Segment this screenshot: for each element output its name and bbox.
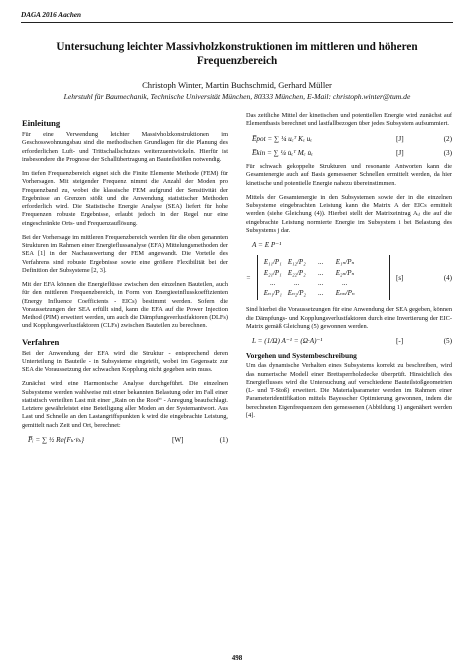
matrix-cell: ... xyxy=(270,278,276,287)
paragraph: Bei der Vorhersage im mittleren Frequenzbereich werden für die oben genannten Strukturen im Rahmen einer Energieflussanalyse (EFA) Mittelungsmethoden der SEA [1] in der Nachauswertung der FEM angewandt. Die Vorteile des Verfahrens sind robuste Ergebnisse sowie eine größere Flexibilität bei der Definition der Subsysteme [2, 3]. xyxy=(22,233,228,274)
matrix-row xyxy=(264,278,383,288)
paper-title: Untersuchung leichter Massivholzkonstruktionen im mittleren und höheren Frequenzbereich xyxy=(56,41,418,67)
page-number: 498 xyxy=(231,654,243,662)
matrix-cell: Eₙₙ/Pₙ xyxy=(335,289,355,297)
matrix-cell: E₂ₙ/Pₙ xyxy=(335,268,355,277)
header-rule xyxy=(21,22,453,23)
equation-4-lhs xyxy=(246,241,452,249)
matrix-cell: E₁₁/P₁ xyxy=(263,258,282,267)
equation-2 xyxy=(246,135,452,143)
section-einleitung: Einleitung xyxy=(22,118,61,128)
eic-matrix xyxy=(257,255,390,300)
equation-number: (2) xyxy=(443,134,452,143)
equation-number: (3) xyxy=(443,148,452,157)
right-column xyxy=(246,112,452,426)
matrix-cell: E₁ₙ/Pₙ xyxy=(335,258,355,267)
equation-3 xyxy=(246,149,452,157)
matrix-cell: ... xyxy=(318,278,324,287)
equation-body: A = E P⁻¹ xyxy=(252,241,282,249)
equation-unit: [J] xyxy=(396,134,404,143)
equation-body: E̅kin = ∑ ¼ u̇ₑᵀ Mₑ u̇ₑ xyxy=(252,148,313,157)
left-column xyxy=(22,112,228,450)
section-vorgehen: Vorgehen und Systembeschreibung xyxy=(246,351,357,361)
matrix-cell: E₂₁/P₁ xyxy=(263,268,282,277)
equation-5 xyxy=(246,337,452,345)
equation-unit: [W] xyxy=(172,435,184,444)
equation-number: (5) xyxy=(443,337,452,345)
paragraph: Für eine Verwendung leichter Massivholzkonstruktionen im Geschosswohnungsbau sind die methodischen Grundlagen für die Planung des erforderlichen Luft- und Trittschallschutzes weiterzuentwickeln. Hierfür ist insbesondere die Prognose der Schallübertragung an Bauteilstößen notwendig. xyxy=(22,131,228,163)
matrix-cell: Eₙ₁/P₁ xyxy=(263,289,282,297)
equation-4-matrix: = E₁₁/P₁ E₁₂/P₂ ... E₁ₙ/Pₙ E₂₁/P₁ E₂₂/P₂ ... E₂ₙ/Pₙ ... ... ... ... Eₙ₁/P₁ Eₙ₂/P₂ ... Eₙₙ/Pₙ [s] (4) xyxy=(246,255,452,300)
equation-unit: [s] xyxy=(396,273,404,282)
equation-1 xyxy=(22,436,228,444)
paragraph: Im tiefen Frequenzbereich eignet sich die Finite Elemente Methode (FEM) für Vorhersagen. Mit steigender Frequenz nimmt die Anzahl der Moden pro Frequenzband zu, wobei die klassische FEM aufgrund der Sensitivität der Ergebnisse an Grenzen stößt und die Anwendung statistischer Methoden erforderlich wird. Die Statistische Energie Analyse (SEA) liefert für hohe Frequenzen robuste Ergebnisse, erlaubt jedoch in der Regel nur eine eingeschränkte Orts- und Frequenzauflösung. xyxy=(22,170,228,227)
matrix-cell: ... xyxy=(318,268,324,277)
equation-unit: [J] xyxy=(396,148,404,157)
paragraph: Bei der Anwendung der EFA wird die Struktur - entsprechend deren Unterteilung in Bauteile - in Subsysteme eingeteilt, wobei im Gegensatz zur SEA die Voraussetzung der schwachen Kopplung nicht gegeben sein muss. xyxy=(22,349,228,373)
matrix-cell: ... xyxy=(342,278,348,287)
equation-unit: [-] xyxy=(396,337,404,345)
matrix-cell: ... xyxy=(318,258,324,267)
matrix-cell: ... xyxy=(294,278,300,287)
paragraph: Mit der EFA können die Energieflüsse zwischen den einzelnen Bauteilen, auch für den mittleren Frequenzbereich, in Form von Energieeinflusskoeffizienten (Energy Influence Coefficients - EICs) bestimmt werden. Sofern die Voraussetzungen der SEA erfüllt sind, kann die EFA auf die Power Injection Method (PIM) erweitert werden, um auch die Dämpfungsverlustfaktoren (DLFs) und Kopplungsverlustfaktoren (CLFs) zwischen Bauteilen zu berechnen. xyxy=(22,281,228,330)
matrix-row xyxy=(264,257,383,267)
paragraph: Zunächst wird eine Harmonische Analyse durchgeführt. Die einzelnen Subsysteme werden wahlweise mit einer bekannten Belastung oder im Fall einer statistisch verteilten Last mit einer „Rain on the Roof“ - Anregung beaufschlagt. Letztere gewährleistet eine Beteiligung aller Moden an der Systemantwort. Aus Last und Schnelle an den Lastangriffspunkten k wird die eingebrachte Leistung, gemittelt nach Zeit und Ort, berechnet: xyxy=(22,380,228,429)
equation-body: P̅ᵢ = ∑ ½ Re{Fₖ·v̇ₖ} xyxy=(28,435,85,444)
paragraph: Für schwach gekoppelte Strukturen und resonante Antworten kann die Gesamtenergie auch auf Basis gemessener Schnellen ermittelt werden, da hier kinetische und potentielle Energie nahezu übereinstimmen. xyxy=(246,163,452,187)
matrix-cell: Eₙ₂/P₂ xyxy=(287,289,306,297)
equation-body: L = (1/Ω) A⁻¹ = (Ω·A)⁻¹ xyxy=(252,337,323,345)
equation-body: E̅pot = ∑ ¼ uₑᵀ Kₑ uₑ xyxy=(252,134,313,143)
equation-number: (4) xyxy=(443,273,452,282)
paragraph: Um das dynamische Verhalten eines Subsystems korrekt zu beschreiben, wird das numerische Modell einer Brettsperrholzdecke überprüft. Hinsichtlich des Energieflusses wird die Untersuchung auf verschiedene Bauteilstoßgeometrien (L- und T-Stoß) erweitert. Die Materialparameter werden im Rahmen einer Parameteridentifikation mittels Bayesscher Optimierung gewonnen, indem die berechneten Eigenfrequenzen den gemessenen (Abbildung 1) angenähert werden [4]. xyxy=(246,362,452,419)
section-verfahren: Verfahren xyxy=(22,336,60,347)
paragraph: Das zeitliche Mittel der kinetischen und potentiellen Energie wird zunächst auf Elementbasis berechnet und lastfallbezogen über jedes Subsystem aufsummiert. xyxy=(246,112,452,128)
matrix-cell: ... xyxy=(318,289,324,297)
equation-number: (1) xyxy=(219,435,228,444)
paragraph: Mittels der Gesamtenergie in den Subsystemen sowie der in die einzelnen Subsysteme eingebrachten Leistung kann die Matrix A der EICs ermittelt werden (siehe Gleichung (4)). Hierbei stellt der Matrixeintrag Aᵢⱼ die auf die eingebrachte Leistung normierte Energie im Subsystem i bei Belastung des Subsystems j dar. xyxy=(246,193,452,234)
matrix-cell: E₂₂/P₂ xyxy=(287,268,306,277)
paragraph: Sind hierbei die Voraussetzungen für eine Anwendung der SEA gegeben, können die Dämpfungs- und Kopplungsverlustfaktoren durch eine Invertierung der EIC-Matrix gemäß Gleichung (5) gewonnen werden. xyxy=(246,306,452,330)
matrix-row xyxy=(264,288,383,298)
matrix-row xyxy=(264,268,383,278)
paper-authors: Christoph Winter, Martin Buchschmid, Gerhard Müller xyxy=(142,80,332,90)
paper-affiliation: Lehrstuhl für Baumechanik, Technische Universität München, 80333 München, E-Mail: christoph.winter@tum.de xyxy=(63,92,411,101)
conference-header: DAGA 2016 Aachen xyxy=(21,11,82,19)
matrix-cell: E₁₂/P₂ xyxy=(287,258,306,267)
